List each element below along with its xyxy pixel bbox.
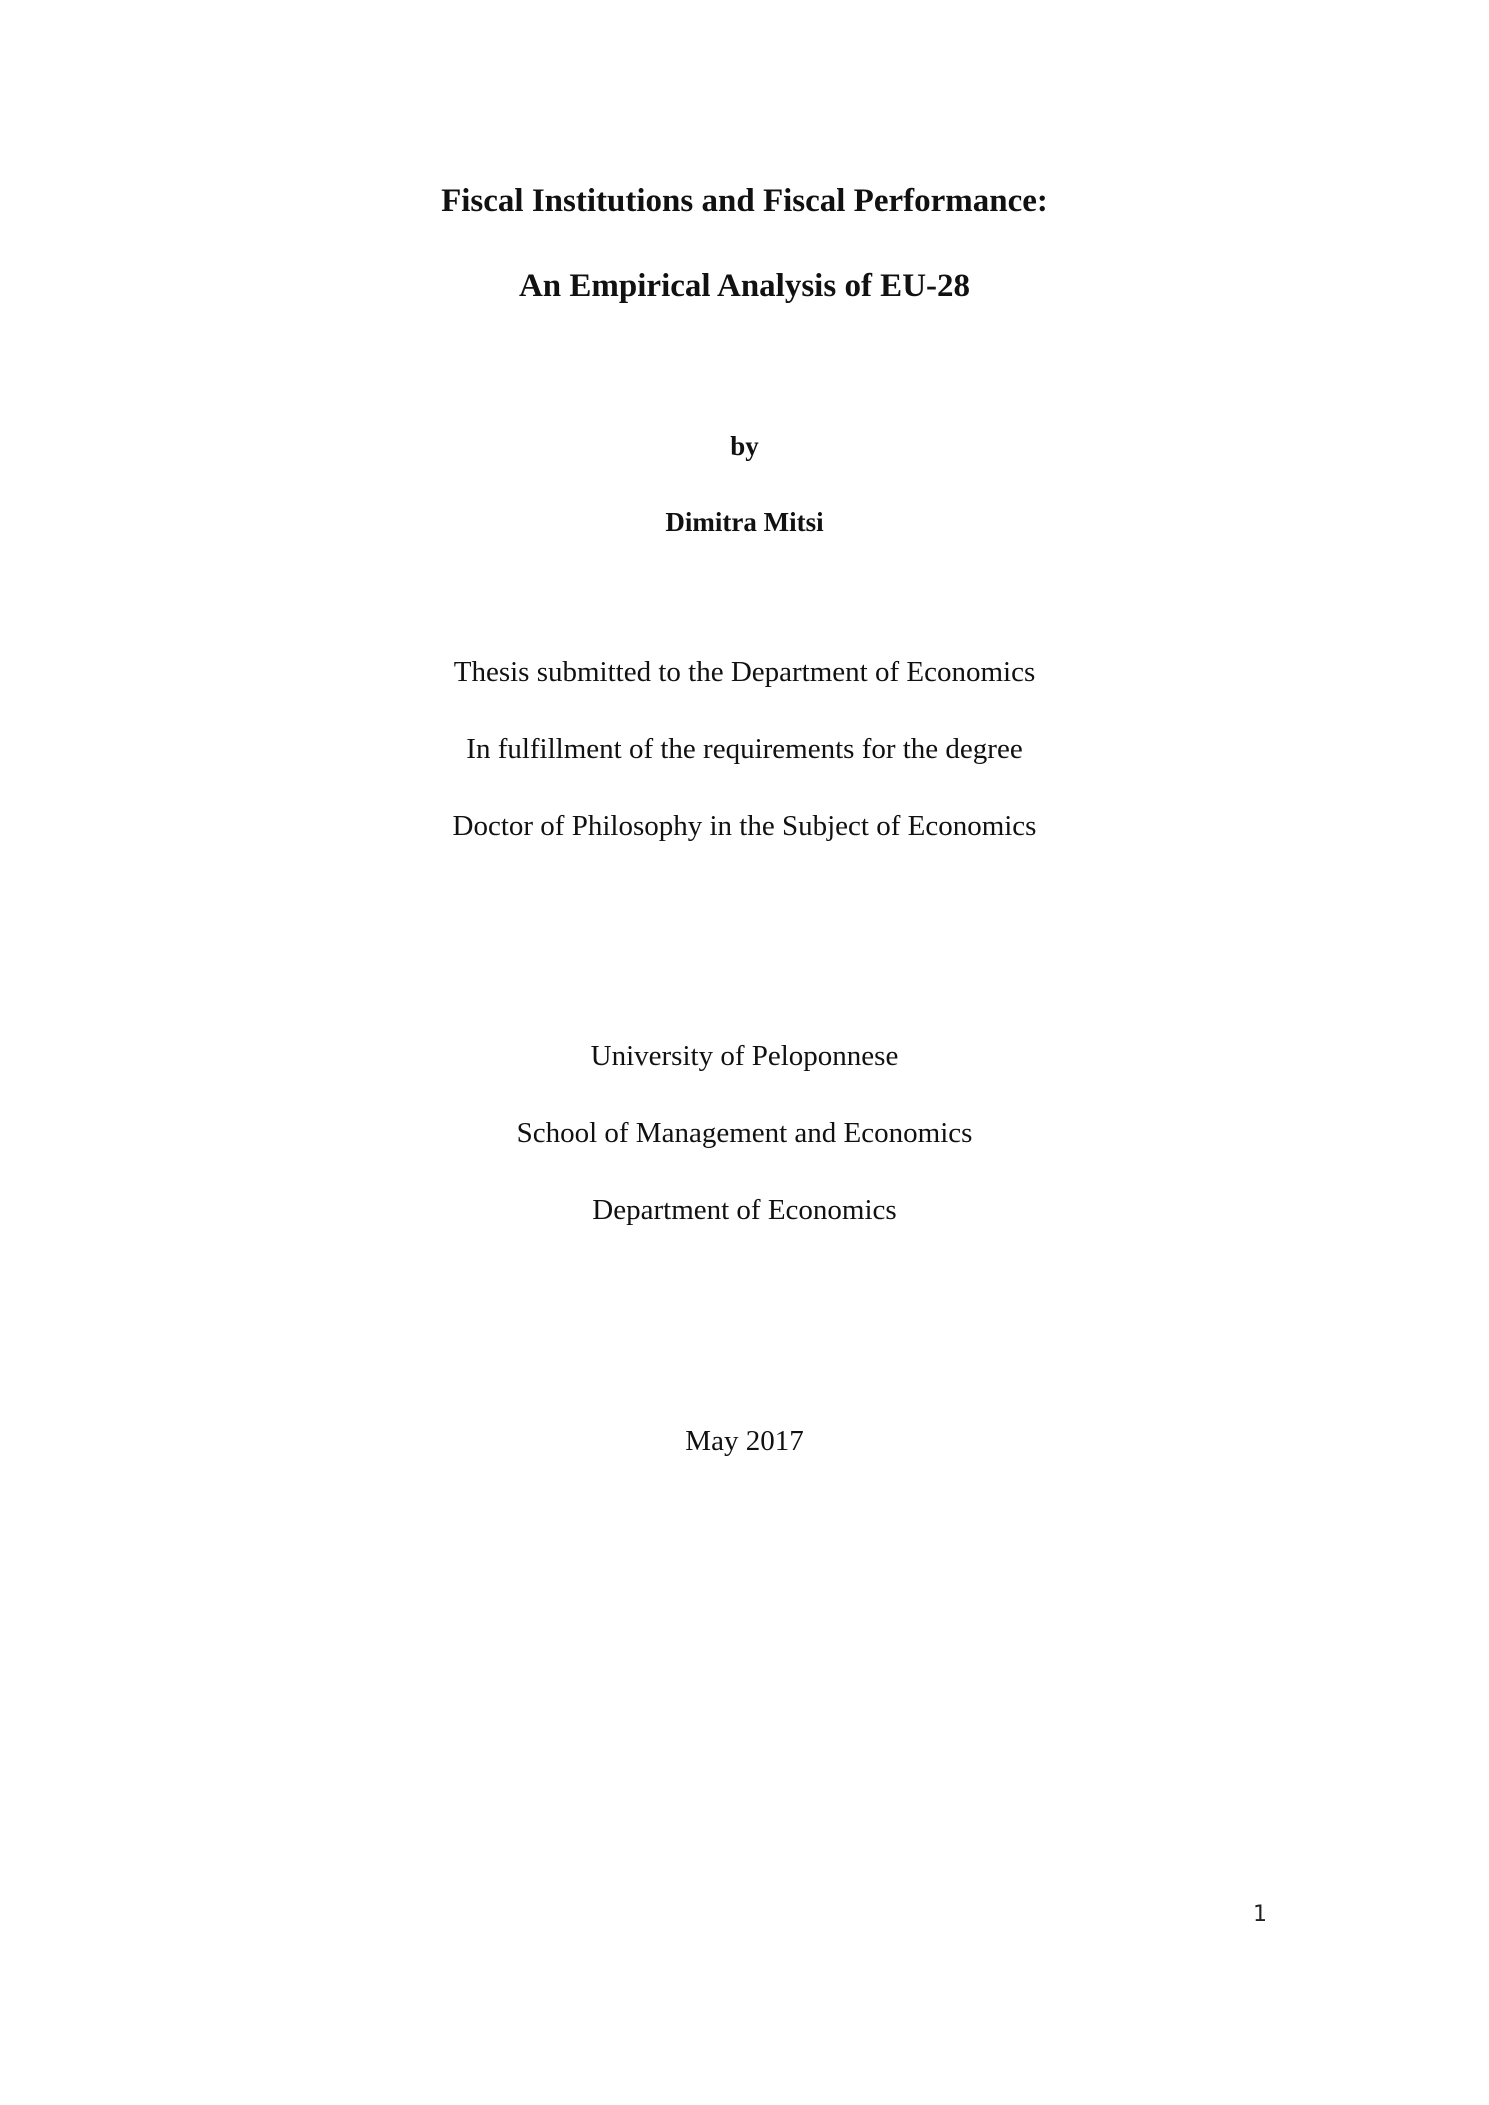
submission-line-2: In fulfillment of the requirements for the degree bbox=[466, 733, 1023, 765]
by-label: by bbox=[730, 431, 759, 461]
page-number: 1 bbox=[1253, 1902, 1267, 1927]
thesis-title-line-1: Fiscal Institutions and Fiscal Performance: bbox=[441, 183, 1048, 219]
submission-line-1: Thesis submitted to the Department of Economics bbox=[453, 656, 1036, 688]
submission-date: May 2017 bbox=[685, 1425, 804, 1457]
department-name: Department of Economics bbox=[592, 1194, 897, 1226]
author-name: Dimitra Mitsi bbox=[665, 507, 824, 537]
submission-line-3: Doctor of Philosophy in the Subject of Economics bbox=[452, 810, 1037, 842]
university-name: University of Peloponnese bbox=[590, 1040, 899, 1072]
thesis-title-line-2: An Empirical Analysis of EU-28 bbox=[518, 268, 971, 304]
school-name: School of Management and Economics bbox=[516, 1117, 973, 1149]
